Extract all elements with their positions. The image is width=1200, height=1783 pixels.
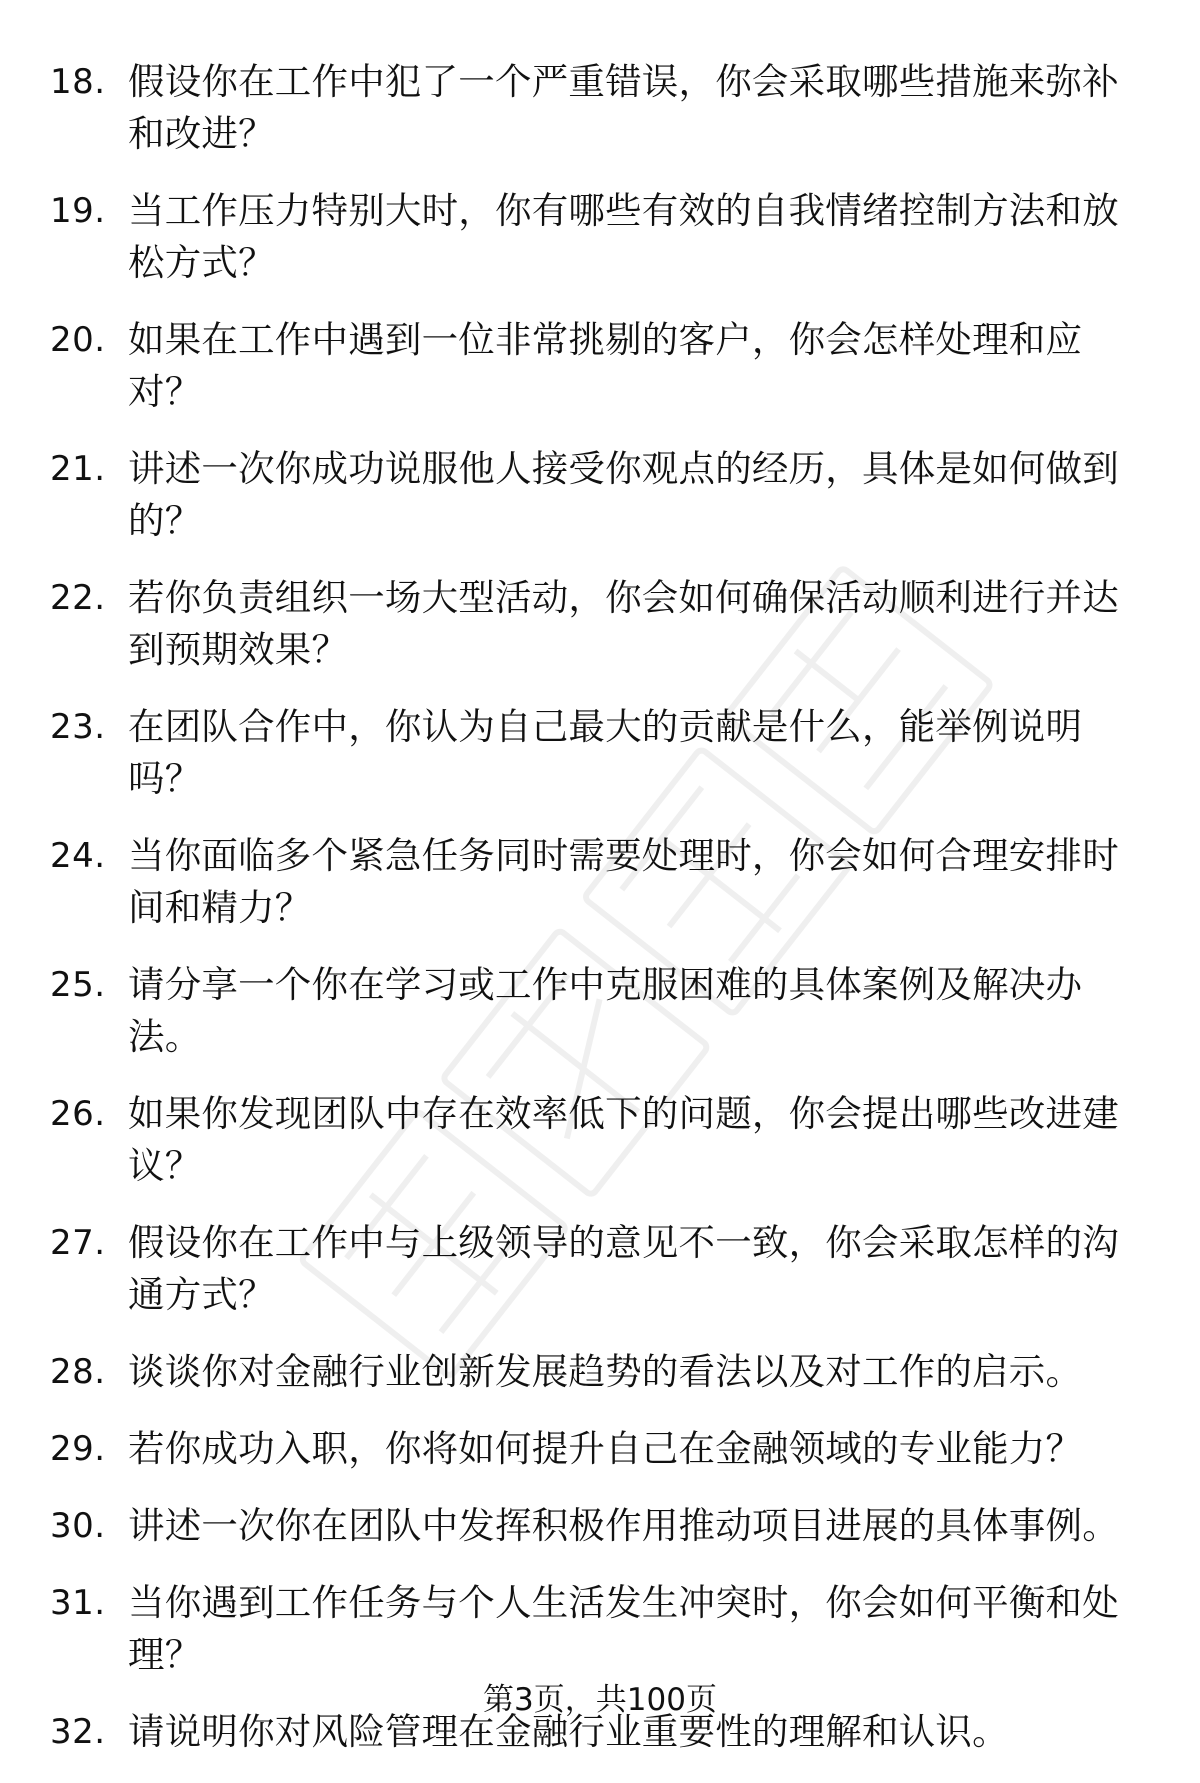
question-number: 31. xyxy=(50,1583,106,1623)
question-number: 25. xyxy=(50,965,106,1005)
list-item xyxy=(50,1423,1150,1475)
list-item xyxy=(50,1500,1150,1552)
list-item xyxy=(50,572,1150,676)
question-number: 24. xyxy=(50,836,106,876)
list-item xyxy=(50,56,1150,160)
list-item xyxy=(50,1577,1150,1681)
question-text: 若你负责组织一场大型活动，你会如何确保活动顺利进行并达到预期效果？ xyxy=(128,576,1119,671)
list-item xyxy=(50,701,1150,805)
question-number: 27. xyxy=(50,1223,106,1263)
list-item xyxy=(50,1346,1150,1398)
question-text: 请说明你对风险管理在金融行业重要性的理解和认识。 xyxy=(128,1710,1009,1753)
question-number: 30. xyxy=(50,1506,106,1546)
list-item xyxy=(50,1217,1150,1321)
question-number: 21. xyxy=(50,449,106,489)
question-number: 19. xyxy=(50,191,106,231)
question-text: 若你成功入职，你将如何提升自己在金融领域的专业能力？ xyxy=(128,1427,1083,1470)
question-text: 当你遇到工作任务与个人生活发生冲突时，你会如何平衡和处理？ xyxy=(128,1581,1119,1676)
question-text: 如果在工作中遇到一位非常挑剔的客户，你会怎样处理和应对？ xyxy=(128,318,1083,413)
question-number: 18. xyxy=(50,62,106,102)
question-number: 26. xyxy=(50,1094,106,1134)
question-text: 当工作压力特别大时，你有哪些有效的自我情绪控制方法和放松方式？ xyxy=(128,189,1119,284)
question-text: 谈谈你对金融行业创新发展趋势的看法以及对工作的启示。 xyxy=(128,1350,1083,1393)
list-item xyxy=(50,443,1150,547)
question-text: 假设你在工作中与上级领导的意见不一致，你会采取怎样的沟通方式？ xyxy=(128,1221,1119,1316)
question-text: 当你面临多个紧急任务同时需要处理时，你会如何合理安排时间和精力？ xyxy=(128,834,1119,929)
question-number: 20. xyxy=(50,320,106,360)
page-footer xyxy=(0,1678,1200,1722)
question-text: 在团队合作中，你认为自己最大的贡献是什么，能举例说明吗？ xyxy=(128,705,1083,800)
list-item xyxy=(50,185,1150,289)
question-number: 23. xyxy=(50,707,106,747)
list-item xyxy=(50,1088,1150,1192)
question-list xyxy=(50,56,1150,1783)
question-number: 32. xyxy=(50,1712,106,1752)
question-text: 请分享一个你在学习或工作中克服困难的具体案例及解决办法。 xyxy=(128,963,1083,1058)
question-text: 假设你在工作中犯了一个严重错误，你会采取哪些措施来弥补和改进？ xyxy=(128,60,1119,155)
question-number: 28. xyxy=(50,1352,106,1392)
list-item xyxy=(50,959,1150,1063)
list-item xyxy=(50,314,1150,418)
question-text: 如果你发现团队中存在效率低下的问题，你会提出哪些改进建议？ xyxy=(128,1092,1119,1187)
question-text: 讲述一次你在团队中发挥积极作用推动项目进展的具体事例。 xyxy=(128,1504,1119,1547)
list-item xyxy=(50,830,1150,934)
question-number: 22. xyxy=(50,578,106,618)
page-number-label: 第3页，共100页 xyxy=(483,1682,717,1718)
question-text: 讲述一次你成功说服他人接受你观点的经历，具体是如何做到的？ xyxy=(128,447,1119,542)
question-number: 29. xyxy=(50,1429,106,1469)
